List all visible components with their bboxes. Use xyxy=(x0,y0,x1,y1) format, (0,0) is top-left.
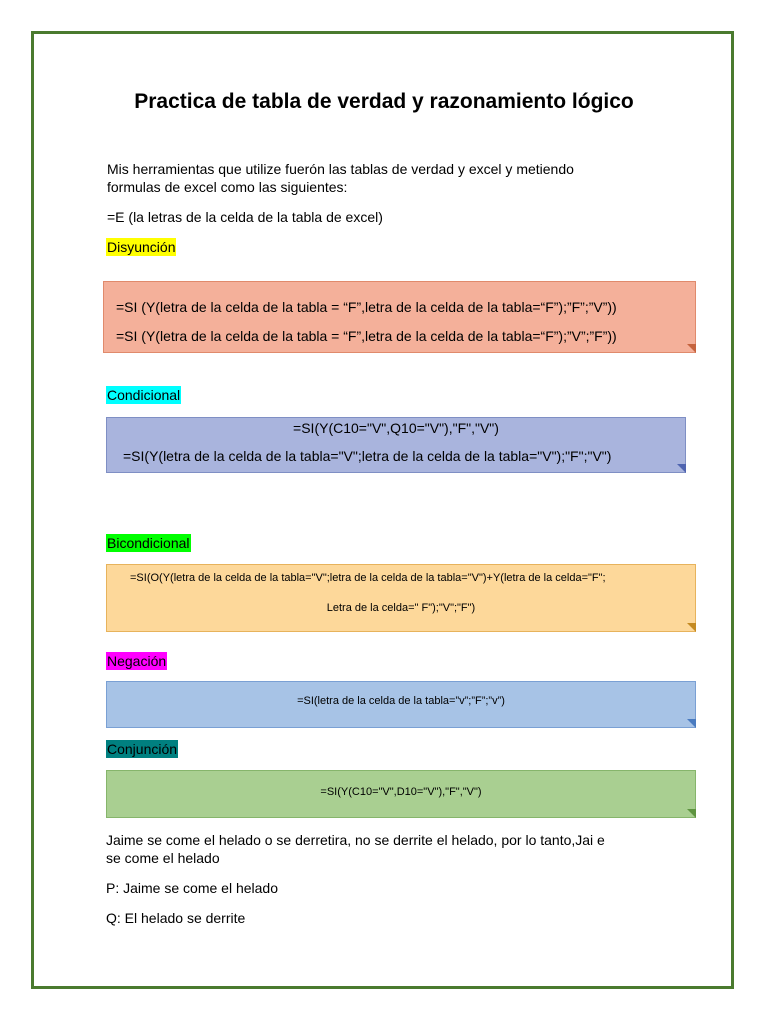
box-fold-corner xyxy=(687,809,696,818)
conjuncion-formula-box xyxy=(106,770,696,818)
conjuncion-formula-1: =SI(Y(C10="V",D10="V"),"F","V") xyxy=(320,786,482,798)
label-condicional: Condicional xyxy=(107,387,181,403)
negacion-formula-1: =SI(letra de la celda de la tabla=”v”;”F”;”v”) xyxy=(297,695,505,707)
bicondicional-formula-box xyxy=(106,564,696,632)
proposition-q: Q: El helado se derrite xyxy=(106,910,246,926)
condicional-formula-box xyxy=(106,417,686,473)
box-fold-corner xyxy=(687,719,696,728)
label-bicondicional: Bicondicional xyxy=(107,535,190,551)
label-disyuncion: Disyunción xyxy=(107,239,176,255)
intro-line-1: Mis herramientas que utilize fuerón las tablas de verdad y excel y metiendo xyxy=(107,161,574,177)
disyuncion-formula-1: =SI (Y(letra de la celda de la tabla = “F”,letra de la celda de la tabla=“F”);”F”;”V”)) xyxy=(116,299,617,315)
disyuncion-formula-2: =SI (Y(letra de la celda de la tabla = “F”,letra de la celda de la tabla=“F”);”V”;”F”)) xyxy=(116,328,617,344)
box-fold-corner xyxy=(687,623,696,632)
box-fold-corner xyxy=(687,344,696,353)
disyuncion-formula-box xyxy=(103,281,696,353)
formula-e-text: =E (la letras de la celda de la tabla de excel) xyxy=(107,209,383,225)
page-title: Practica de tabla de verdad y razonamiento lógico xyxy=(134,90,634,113)
condicional-formula-2: =SI(Y(letra de la celda de la tabla="V";letra de la celda de la tabla="V");"F";"V") xyxy=(123,448,612,464)
condicional-formula-1: =SI(Y(C10="V",Q10="V"),"F","V") xyxy=(293,420,499,436)
intro-line-2: formulas de excel como las siguientes: xyxy=(107,179,348,195)
closing-sentence-line-2: se come el helado xyxy=(106,850,220,866)
bicondicional-formula-1: =SI(O(Y(letra de la celda de la tabla="V";letra de la celda de la tabla="V")+Y(letra de la celda="F"; xyxy=(130,572,606,584)
label-conjuncion: Conjunción xyxy=(107,741,178,757)
label-negacion: Negación xyxy=(107,653,167,669)
box-fold-corner xyxy=(677,464,686,473)
bicondicional-formula-2: Letra de la celda=" F");"V";"F") xyxy=(326,602,476,614)
closing-sentence-line-1: Jaime se come el helado o se derretira, no se derrite el helado, por lo tanto,Jai e xyxy=(106,832,605,848)
negacion-formula-box xyxy=(106,681,696,728)
proposition-p: P: Jaime se come el helado xyxy=(106,880,278,896)
